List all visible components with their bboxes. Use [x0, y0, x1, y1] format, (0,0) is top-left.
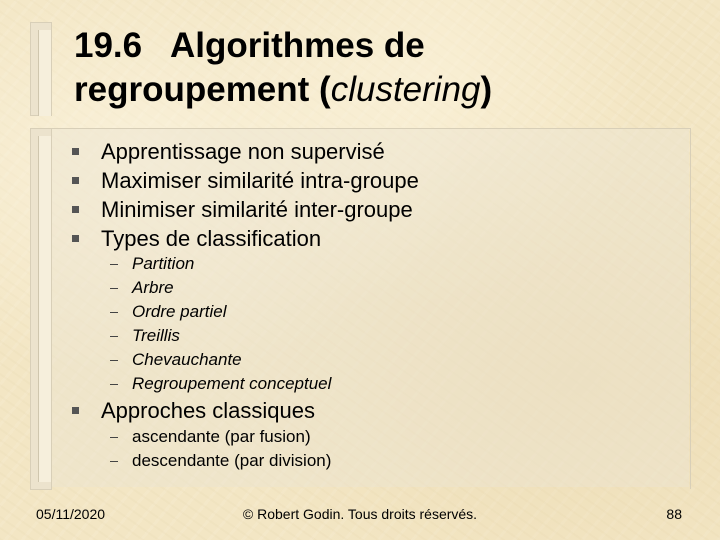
bullet-item — [72, 397, 315, 425]
sub-bullet-item — [110, 300, 226, 324]
dash-bullet-icon — [110, 437, 118, 438]
dash-bullet-icon — [110, 461, 118, 462]
title-line2-italic: clustering — [330, 70, 481, 109]
bullet-text: Minimiser similarité inter-groupe — [101, 197, 413, 222]
content-decor-bar-inner — [38, 136, 51, 482]
square-bullet-icon — [72, 407, 79, 414]
sub-bullet-text: Partition — [132, 254, 195, 273]
bullet-item — [72, 196, 413, 224]
bullet-text: Maximiser similarité intra-groupe — [101, 168, 419, 193]
sub-bullet-item — [110, 449, 331, 473]
sub-bullet-text: descendante (par division) — [132, 451, 332, 470]
dash-bullet-icon — [110, 336, 118, 337]
square-bullet-icon — [72, 235, 79, 242]
bullet-text: Types de classification — [101, 226, 322, 251]
sub-bullet-text: Treillis — [132, 326, 180, 345]
sub-bullet-text: Regroupement conceptuel — [132, 374, 332, 393]
square-bullet-icon — [72, 148, 79, 155]
bullet-text: Apprentissage non supervisé — [101, 139, 385, 164]
slide-title — [74, 24, 492, 112]
dash-bullet-icon — [110, 312, 118, 313]
bullet-text: Approches classiques — [101, 398, 316, 423]
sub-bullet-text: ascendante (par fusion) — [132, 427, 311, 446]
footer-copyright: © Robert Godin. Tous droits réservés. — [242, 506, 478, 522]
page-number: 88 — [666, 506, 682, 522]
square-bullet-icon — [72, 177, 79, 184]
sub-bullet-text: Ordre partiel — [132, 302, 227, 321]
dash-bullet-icon — [110, 264, 118, 265]
title-line2-prefix: regroupement ( — [74, 70, 331, 109]
bullet-item — [72, 138, 385, 166]
square-bullet-icon — [72, 206, 79, 213]
sub-bullet-item — [110, 425, 311, 449]
title-line2-suffix: ) — [480, 70, 493, 109]
dash-bullet-icon — [110, 360, 118, 361]
sub-bullet-text: Arbre — [132, 278, 174, 297]
sub-bullet-item — [110, 372, 331, 396]
sub-bullet-item — [110, 324, 180, 348]
sub-bullet-item — [110, 252, 194, 276]
sub-bullet-item — [110, 276, 174, 300]
title-line1: 19.6 Algorithmes de — [74, 26, 425, 65]
sub-bullet-item — [110, 348, 242, 372]
bullet-item — [72, 225, 321, 253]
footer-date: 05/11/2020 — [36, 506, 106, 522]
dash-bullet-icon — [110, 384, 118, 385]
bullet-item — [72, 167, 419, 195]
sub-bullet-text: Chevauchante — [132, 350, 242, 369]
title-decor-bar-inner — [38, 30, 51, 116]
dash-bullet-icon — [110, 288, 118, 289]
